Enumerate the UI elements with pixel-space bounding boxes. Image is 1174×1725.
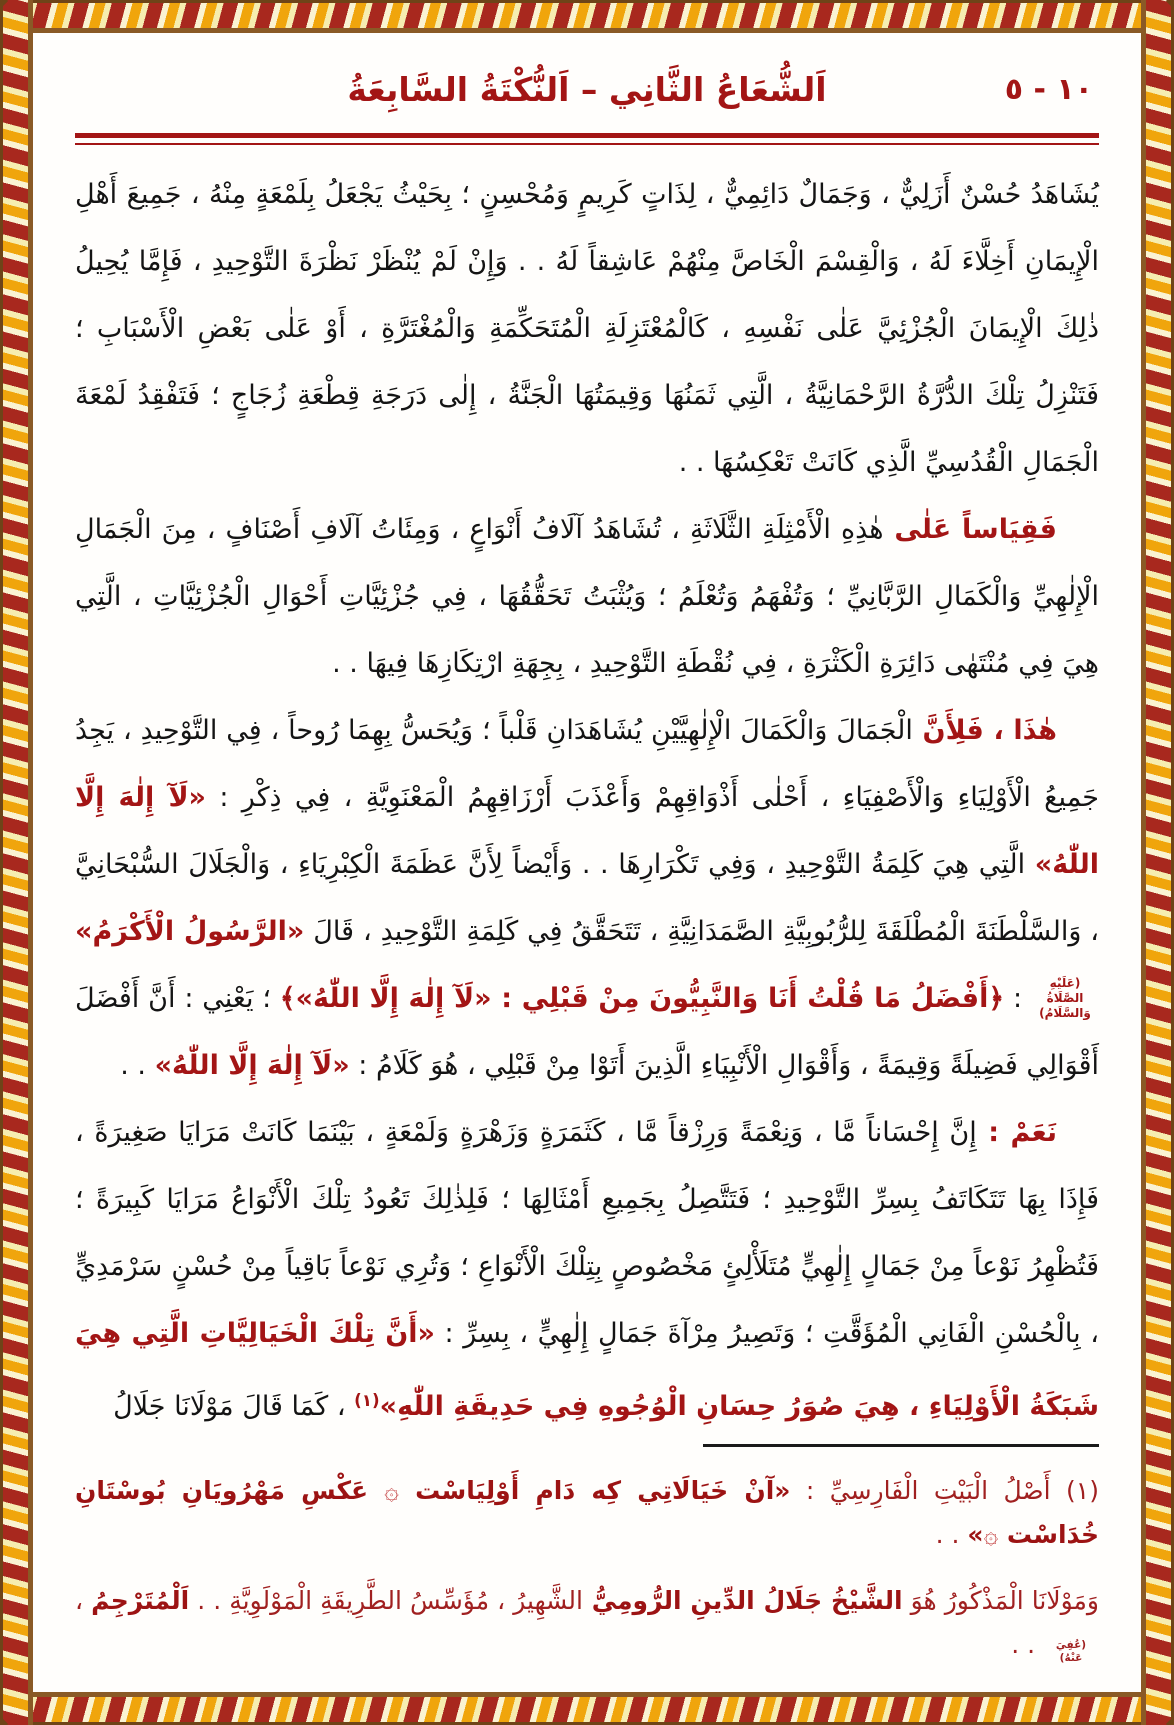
text-segment: » — [967, 1520, 984, 1549]
header-rule-thin — [75, 143, 1099, 145]
text-segment: الشَّيْخُ جَلَالُ الدِّينِ الرُّومِيُّ — [582, 1586, 903, 1615]
text-segment: ۞ — [384, 1476, 399, 1505]
page-number: ١٠ - ٥ — [1004, 72, 1093, 107]
body-paragraph — [75, 161, 1099, 496]
text-segment: (عَلَيْهِ الصَّلَاةُ وَالسَّلَامُ) — [1039, 976, 1091, 1020]
text-segment: الْجَمَالَ وَالْكَمَالَ الْإِلٰهِيَّيْنِ يُشَاهَدَانِ قَلْباً ؛ وَيُحَسُّ بِهِمَا رُوحاً ، فِي التَّوْحِيدِ ، يَجِدُ جَمِيعُ الْأَوْلِيَاءِ وَالْأَصْفِيَاءِ ، أَحْلٰى أَذْوَاقِهِمْ وَأَعْذَبَ أَرْزَاقِهِمُ الْمَعْنَوِيَّةِ ، فِي ذِكْرِ : — [75, 715, 1099, 813]
text-segment: «الرَّسُولُ الْأَكْرَمُ» — [75, 916, 305, 947]
footnote-block — [75, 1444, 1099, 1667]
text-segment: ﴿أَفْضَلُ مَا قُلْتُ أَنَا وَالنَّبِيُّونَ مِنْ قَبْلِي : «لَآ إِلٰهَ إِلَّا اللّٰهُ»﴾ — [279, 983, 1005, 1014]
text-segment: ، — [75, 1586, 92, 1615]
text-segment: نَعَمْ : — [976, 1117, 1057, 1148]
decorative-border-top — [0, 0, 1174, 33]
decorative-border-bottom — [0, 1692, 1174, 1725]
text-segment: «آنْ خَيَالَاتِي كِه دَامِ أَوْلِيَاسْت — [398, 1476, 791, 1505]
footnote-note — [75, 1579, 1099, 1667]
text-segment: (عُفِيَ عَنْهُ) — [1055, 1638, 1087, 1664]
page-title: اَلشُّعَاعُ الثَّانِي – اَلنُّكْتَةُ السَّابِعَةُ — [347, 70, 827, 109]
decorative-border-right — [1141, 0, 1174, 1725]
text-segment: «أَنَّ تِلْكَ الْخَيَالِيَّاتِ الَّتِي هِيَ شَبَكَةُ الْأَوْلِيَاءِ ، هِيَ صُوَرُ حِسَانِ الْوُجُوهِ فِي حَدِيقَةِ اللّٰهِ» — [75, 1318, 1099, 1422]
text-segment: وَمَوْلَانَا الْمَذْكُورُ هُوَ — [902, 1586, 1100, 1615]
text-segment: الشَّهِيرُ ، مُؤَسِّسُ الطَّرِيقَةِ الْمَوْلَوِيَّةِ . . — [189, 1586, 583, 1615]
header-rule-thick — [75, 133, 1099, 138]
text-segment: ؛ يَعْنِي : أَنَّ أَفْضَلَ أَقْوَالِي فَضِيلَةً وَقِيمَةً ، وَأَقْوَالِ الْأَنْبِيَاءِ الَّذِينَ أَتَوْا مِنْ قَبْلِي ، هُوَ كَلَامُ : — [75, 983, 1099, 1081]
text-segment: عَكْسِ مَهْرُويَانِ بُوسْتَانِ خُدَاسْت — [75, 1476, 1099, 1549]
text-segment: هٰذِهِ الْأَمْثِلَةِ الثَّلَاثَةِ ، تُشَاهَدُ آلَافُ أَنْوَاعٍ ، وَمِئَاتُ آلَافِ أَصْنَافٍ ، مِنَ الْجَمَالِ الْإِلٰهِيِّ وَالْكَمَالِ الرَّبَّانِيِّ ؛ وَتُفْهَمُ وَتُعْلَمُ ؛ وَيُثْبَتُ تَحَقُّقُهَا ، فِي جُزْئِيَّاتِ أَحْوَالِ الْجُزْئِيَّاتِ ، الَّتِي هِيَ فِي مُنْتَهٰى دَائِرَةِ الْكَثْرَةِ ، فِي نُقْطَةِ التَّوْحِيدِ ، بِجِهَةِ ارْتِكَازِهَا فِيهَا . . — [75, 514, 1099, 679]
body-paragraph — [75, 697, 1099, 1099]
text-segment: : — [1004, 983, 1031, 1014]
text-segment: . . — [120, 1050, 155, 1081]
text-segment: اَلْمُتَرْجِمُ — [91, 1586, 190, 1615]
text-segment: ۞ — [983, 1520, 999, 1549]
text-segment: هٰذَا ، فَلِأَنَّ — [912, 715, 1057, 746]
decorative-border-left — [0, 0, 33, 1725]
body-text — [75, 161, 1099, 1440]
text-segment: (١) أَصْلُ الْبَيْتِ الْفَارِسِيِّ : — [790, 1476, 1099, 1505]
footnote-note — [75, 1469, 1099, 1557]
text-segment: الَّتِي هِيَ كَلِمَةُ التَّوْحِيدِ ، وَفِي تَكْرَارِهَا . . وَأَيْضاً لِأَنَّ عَظَمَةَ الْكِبْرِيَاءِ ، وَالْجَلَالَ السُّبْحَانِيَّ ، وَالسَّلْطَنَةَ الْمُطْلَقَةَ لِلرُّبُوبِيَّةِ الصَّمَدَانِيَّةِ ، تَتَحَقَّقُ فِي كَلِمَةِ التَّوْحِيدِ ، قَالَ — [75, 849, 1100, 947]
text-segment: . . — [935, 1520, 968, 1549]
page-header — [75, 59, 1099, 121]
footnote-separator — [703, 1444, 1099, 1447]
text-segment: يُشَاهَدُ حُسْنٌ أَزَلِيٌّ ، وَجَمَالٌ دَائِمِيٌّ ، لِذَاتٍ كَرِيمٍ وَمُحْسِنٍ ؛ بِحَيْثُ يَجْعَلُ بِلَمْعَةٍ مِنْهُ ، جَمِيعَ أَهْلِ الْإِيمَانِ أَخِلَّاءَ لَهُ ، وَالْقِسْمَ الْخَاصَّ مِنْهُمْ عَاشِقاً لَهُ . . وَإِنْ لَمْ يُنْظَرْ نَظْرَةَ التَّوْحِيدِ ، فَإِمَّا يُحِيلُ ذٰلِكَ الْإِيمَانَ الْجُزْئِيَّ عَلٰى نَفْسِهِ ، كَالْمُعْتَزِلَةِ الْمُتَحَكِّمَةِ وَالْمُغْتَرَّةِ ، أَوْ عَلٰى بَعْضِ الْأَسْبَابِ ؛ فَتَنْزِلُ تِلْكَ الدُّرَّةُ الرَّحْمَانِيَّةُ ، الَّتِي ثَمَنُهَا وَقِيمَتُهَا الْجَنَّةُ ، إِلٰى دَرَجَةِ قِطْعَةِ زُجَاجٍ ؛ فَتَفْقِدُ لَمْعَةَ الْجَمَالِ الْقُدُسِيِّ الَّذِي كَانَتْ تَعْكِسُهَا . . — [75, 179, 1099, 478]
text-segment: «لَآ إِلٰهَ إِلَّا اللّٰهُ» — [154, 1050, 350, 1081]
text-segment: «لَآ إِلٰهَ إِلَّا اللّٰهُ» — [75, 782, 1099, 880]
text-segment: (١) — [354, 1390, 380, 1410]
text-segment: إِنَّ إِحْسَاناً مَّا ، وَنِعْمَةً وَرِزْقاً مَّا ، كَثَمَرَةٍ وَزَهْرَةٍ وَلَمْعَةٍ ، بَيْنَمَا كَانَتْ مَرَايَا صَغِيرَةً ، فَإِذَا بِهَا تَتَكَاتَفُ بِسِرِّ التَّوْحِيدِ ؛ فَتَتَّصِلُ بِجَمِيعِ أَمْثَالِهَا ؛ فَلِذٰلِكَ تَعُودُ تِلْكَ الْأَنْوَاعُ مَرَايَا كَبِيرَةً ؛ فَتُظْهِرُ نَوْعاً مِنْ جَمَالٍ إِلٰهِيٍّ مُتَلَأْلِئٍ مَخْصُوصٍ بِتِلْكَ الْأَنْوَاعِ ؛ وَتُرِي نَوْعاً بَاقِياً مِنْ حُسْنٍ سَرْمَدِيٍّ ، بِالْحُسْنِ الْفَانِي الْمُؤَقَّتِ ؛ وَتَصِيرُ مِرْآةَ جَمَالٍ إِلٰهِيٍّ ، بِسِرِّ : — [75, 1117, 1099, 1349]
text-segment: فَقِيَاساً عَلٰى — [883, 514, 1057, 545]
body-paragraph — [75, 1099, 1099, 1440]
text-segment: . . — [1011, 1630, 1043, 1659]
text-segment: ، كَمَا قَالَ مَوْلَانَا جَلَالُ — [113, 1391, 355, 1422]
body-paragraph — [75, 496, 1099, 697]
